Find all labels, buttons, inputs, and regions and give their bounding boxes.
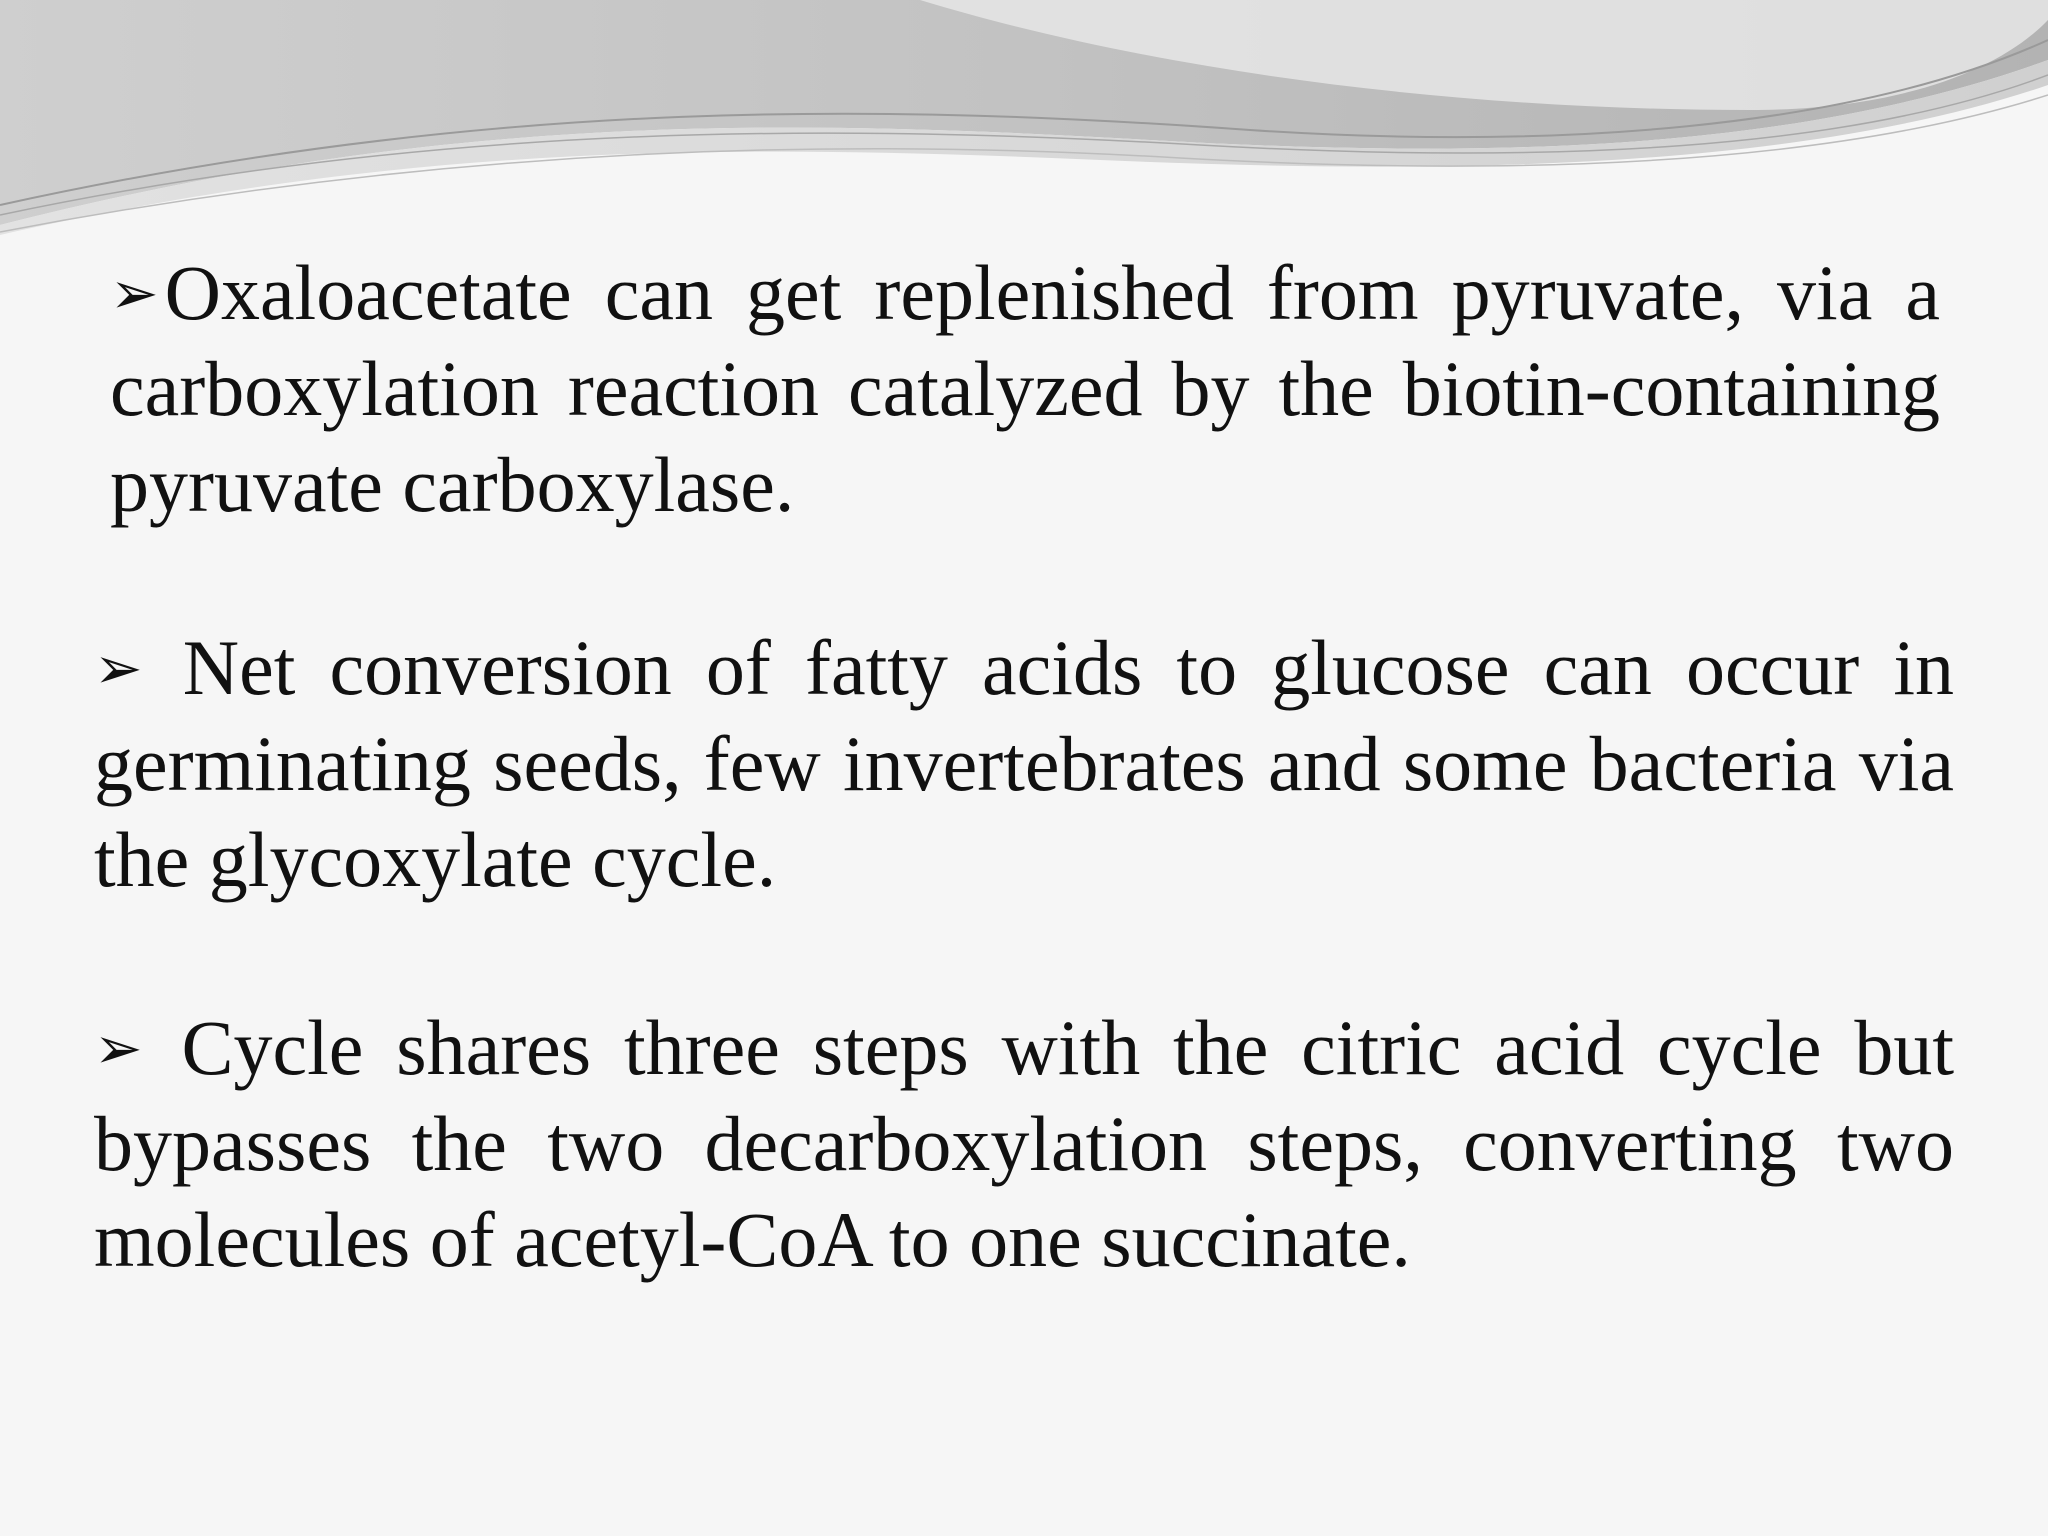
bullet-text-3: Cycle shares three steps with the citric acid cycle but bypasses the two decarboxylation steps, converting two molecules of acetyl-CoA to one succinate. [94, 1004, 1954, 1283]
bullet-text-2: Net conversion of fatty acids to glucose can occur in germinating seeds, few invertebrates and some bacteria via the glycoxylate cycle. [94, 624, 1955, 903]
header-swoosh-decoration [0, 0, 2048, 240]
bullet-point-2 [94, 620, 1954, 908]
bullet-point-1 [110, 245, 1940, 533]
bullet-point-3 [94, 1000, 1954, 1288]
arrow-bullet-icon: ➢ [110, 259, 159, 327]
bullet-text-1: Oxaloacetate can get replenished from pyruvate, via a carboxylation reaction catalyzed by the biotin-containing pyruvate carboxylase. [110, 249, 1940, 528]
arrow-bullet-icon: ➢ [94, 1014, 143, 1082]
arrow-bullet-icon: ➢ [94, 634, 143, 702]
